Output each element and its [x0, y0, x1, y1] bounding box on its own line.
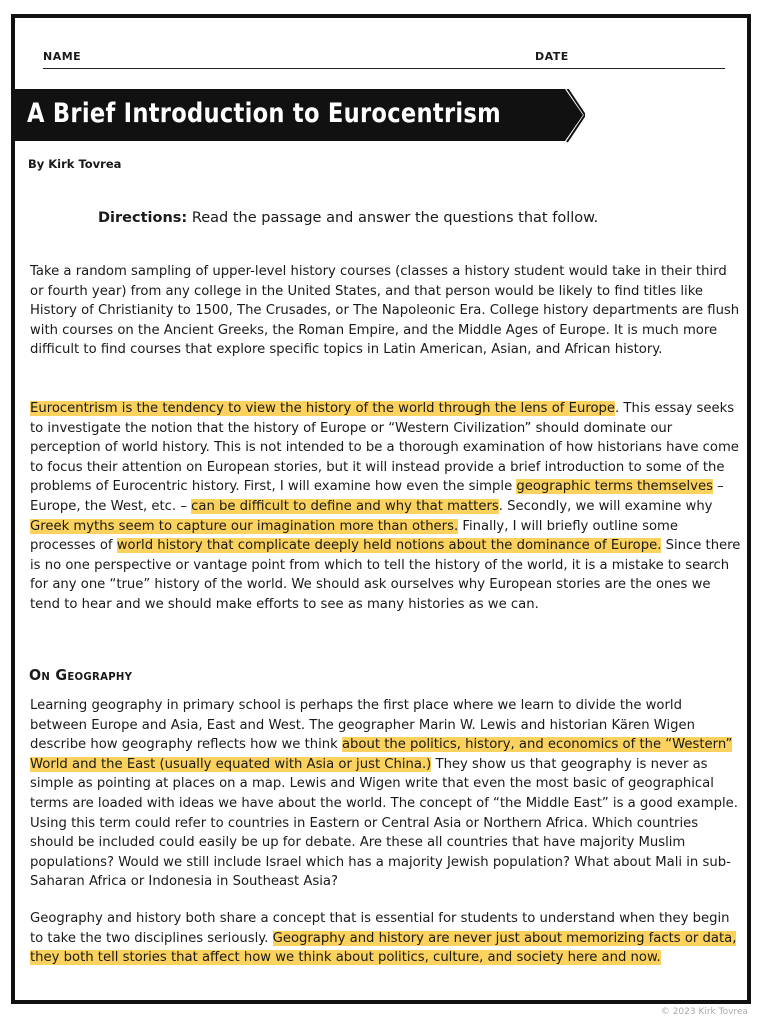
date-label: DATE [535, 50, 569, 63]
text-segment: They show us that geography is never as simple as pointing at places on a map. Lewis and Wigen write that even the most basic of geographical terms are loaded with ideas we have about the world. The concept of “the Middle East” is a good example. Using this term could refer to countries in Eastern or Central Asia or Northern Africa. Which countries should be included could easily be up for debate. Are these all countries that have majority Muslim populations? Would we still include Israel which has a majority Jewish population? What about Mali in sub-Saharan Africa or Indonesia in Southeast Asia? [30, 756, 738, 890]
highlighted-text: geographic terms themselves [516, 479, 713, 495]
title-banner [15, 89, 565, 141]
copyright-notice: © 2023 Kirk Tovrea [660, 1007, 748, 1017]
text-segment: Finally, I will briefly outline some processes of [30, 518, 679, 554]
paragraph-conclusion [30, 909, 742, 968]
highlighted-text: Greek myths seem to capture our imagination more than others. [30, 518, 459, 534]
text-segment: Learning geography in primary school is perhaps the first place where we learn to divide the world between Europe and Asia, East and West. The geographer Marin W. Lewis and historian Kären Wigen describe how geography reflects how we think [30, 698, 696, 753]
name-label: NAME [43, 50, 82, 63]
text-segment: . This essay seeks to investigate the notion that the history of Europe or “Western Civilization” should dominate our perception of world history. This is not intended to be a thorough examination of how historians have come to focus their attention on European stories, but it will instead provide a brief introduction to some of the problems of Eurocentric history. First, I will examine how even the simple [30, 401, 739, 495]
highlighted-text: can be difficult to define and why that matters [191, 498, 499, 514]
text-segment: Since there is no one perspective or vantage point from which to tell the history of the world, it is a mistake to search for any one “true” history of the world. We should ask ourselves why European stories are the ones we tend to hear and we should make efforts to see as many histories as we can. [30, 538, 741, 612]
highlighted-text: Geography and history are never just about memorizing facts or data, they both tell stories that affect how we think about politics, culture, and society here and now. [30, 930, 737, 966]
paragraph-eurocentrism [30, 399, 742, 615]
paragraph-intro: Take a random sampling of upper-level history courses (classes a history student would take in their third or fourth year) from any college in the United States, and that person would be likely to find titles like History of Christianity to 1500, The Crusades, or The Napoleonic Era. College history departments are flush with courses on the Ancient Greeks, the Roman Empire, and the Middle Ages of Europe. It is much more difficult to find courses that explore specific topics in Latin American, Asian, and African history. [30, 264, 740, 358]
directions-text: Read the passage and answer the questions that follow. [191, 210, 599, 226]
directions-label: Directions: [98, 210, 188, 226]
text-segment: . Secondly, we will examine why [498, 498, 713, 514]
paragraph-geography [30, 696, 742, 892]
page-title: A Brief Introduction to Eurocentrism [27, 98, 501, 129]
text-segment: – Europe, the West, etc. – [30, 479, 724, 514]
name-date-line [43, 50, 725, 69]
highlighted-text: about the politics, history, and economics of the “Western” World and the East (usually equated with Asia or just China.) [30, 737, 733, 772]
highlighted-text: world history that complicate deeply held notions about the dominance of Europe. [116, 538, 662, 554]
section-heading-geography: On Geography [29, 666, 133, 684]
byline: By Kirk Tovrea [28, 157, 122, 171]
text-segment: Geography and history both share a concept that is essential for students to understand when they begin to take the two disciplines seriously. [30, 911, 730, 946]
highlighted-text: Eurocentrism is the tendency to view the history of the world through the lens of Europe [30, 401, 616, 416]
directions [98, 210, 598, 226]
